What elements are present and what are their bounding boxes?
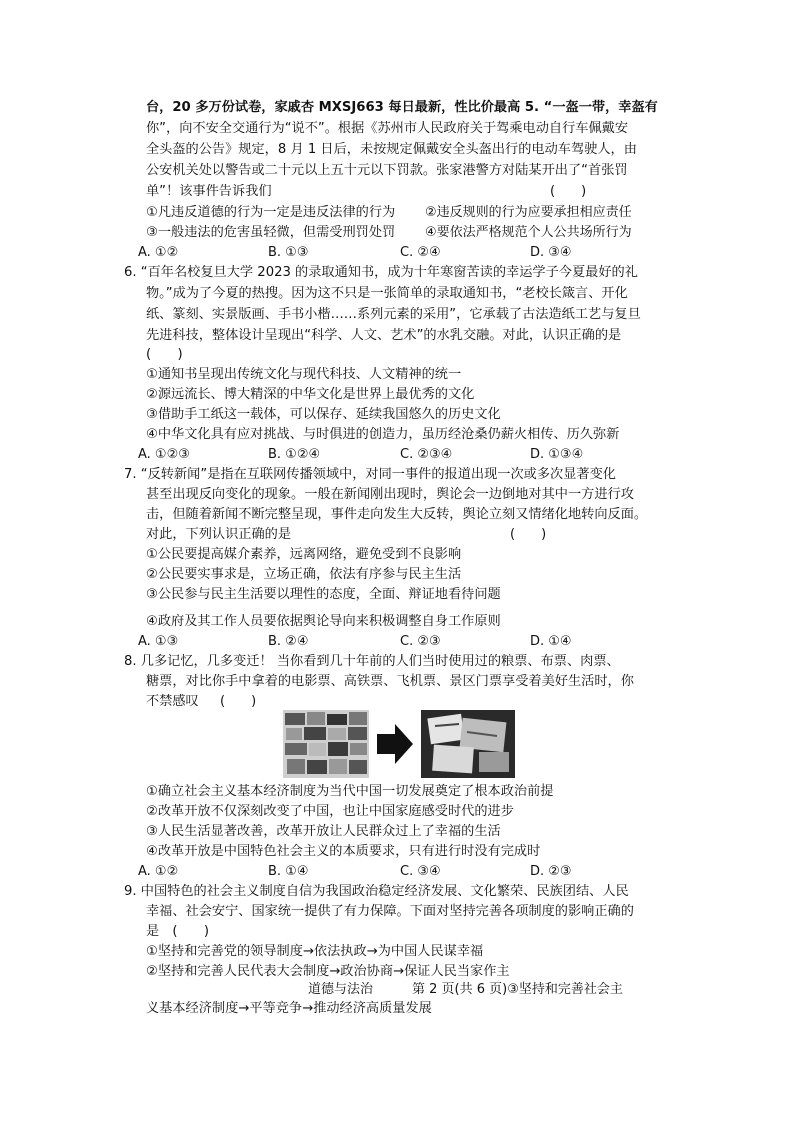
q8-statement-4: ④改革开放是中国特色社会主义的本质要求，只有进行时没有完成时 [146, 844, 541, 859]
q9-line-2: 幸福、社会安宁、国家统一提供了有力保障。下面对坚持完善各项制度的影响正确的 [146, 904, 634, 919]
q8-statement-2: ②改革开放不仅深刻改变了中国，也让中国家庭感受时代的进步 [146, 804, 514, 819]
q6-statement-4: ④中华文化具有应对挑战、与时俱进的创造力，虽历经沧桑仍薪火相传、历久弥新 [146, 427, 620, 442]
q7-option-d[interactable]: D. ①④ [530, 634, 572, 649]
q7-statement-1: ①公民要提高媒介素养，远离网络，避免受到不良影响 [146, 547, 462, 562]
q8-line-2: 糖票，对比你手中拿着的电影票、高铁票、飞机票、景区门票享受着美好生活时，你 [146, 674, 634, 689]
q6-statement-3: ③借助手工纸这一载体，可以保存、延续我国悠久的历史文化 [146, 407, 501, 422]
q8-statement-3: ③人民生活显著改善，改革开放让人民群众过上了幸福的生活 [146, 824, 501, 839]
q5-line-2: 你”，向不安全交通行为“说不”。根据《苏州市人民政府关于驾乘电动自行车佩戴安 [146, 121, 629, 136]
q5-statement-4: ④要依法严格规范个人公共场所行为 [425, 225, 632, 240]
q7-line-1: 7. “反转新闻”是指在互联网传播领域中，对同一事件的报道出现一次或多次显著变化 [124, 467, 616, 482]
q9-statement-1: ①坚持和完善党的领导制度→依法执政→为中国人民谋幸福 [146, 944, 484, 959]
q8-option-d[interactable]: D. ②③ [530, 864, 572, 879]
q5-line-3: 全头盔的公告》规定，8 月 1 日后，未按规定佩戴安全头盔出行的电动车驾驶人，由 [146, 142, 637, 157]
q7-line-3: 击，但随着新闻不断完整呈现，事件走向发生大反转，舆论立刻又情绪化地转向反面。 [146, 507, 648, 522]
q5-option-b[interactable]: B. ①③ [268, 245, 309, 260]
q6-statement-2: ②源远流长、博大精深的中华文化是世界上最优秀的文化 [146, 387, 475, 402]
q7-statement-2: ②公民要实事求是，立场正确，依法有序参与民主生活 [146, 567, 462, 582]
q5-option-d[interactable]: D. ③④ [530, 245, 572, 260]
q5-option-a[interactable]: A. ①② [138, 245, 179, 260]
q9-line-3: 是 ( ) [146, 924, 210, 939]
q6-statement-1: ①通知书呈现出传统文化与现代科技、人文精神的统一 [146, 367, 462, 382]
q6-line-1: 6. “百年名校复旦大学 2023 的录取通知书，成为十年寒窗苦读的幸运学子今夏最好的礼 [124, 265, 638, 280]
q8-illustration [283, 710, 515, 778]
q8-line-3: 不禁感叹 [146, 694, 199, 709]
q8-option-a[interactable]: A. ①② [138, 864, 179, 879]
q8-option-b[interactable]: B. ①④ [268, 864, 309, 879]
q8-answer-paren: ( ) [220, 694, 257, 709]
q6-line-2: 物。”成为了今夏的热搜。因为这不只是一张简单的录取通知书，“老校长箴言、开化 [146, 286, 628, 301]
q6-option-c[interactable]: C. ②③④ [400, 447, 453, 462]
q7-answer-paren: ( ) [510, 527, 547, 542]
ration-coupons-photo [283, 710, 369, 778]
q7-option-b[interactable]: B. ②④ [268, 634, 309, 649]
modern-tickets-photo [421, 710, 515, 778]
q5-statement-1: ①凡违反道德的行为一定是违反法律的行为 [146, 205, 396, 220]
q9-line-1: 9. 中国特色的社会主义制度自信为我国政治稳定经济发展、文化繁荣、民族团结、人民 [124, 884, 629, 899]
page-footer: 道德与法治 第 2 页(共 6 页)③坚持和完善社会主 [308, 982, 623, 997]
q5-line-1: 台，20 多万份试卷，家戚杏 MXSJ663 每日最新，性比价最高 5. “一盔一带，幸盔有 [146, 100, 658, 115]
q7-option-c[interactable]: C. ②③ [400, 634, 441, 649]
q7-line-4: 对此，下列认识正确的是 [146, 527, 292, 542]
q6-option-a[interactable]: A. ①②③ [138, 447, 190, 462]
right-arrow-icon [377, 724, 413, 764]
q8-statement-1: ①确立社会主义基本经济制度为当代中国一切发展奠定了根本政治前提 [146, 784, 554, 799]
q5-line-4: 公安机关处以警告或二十元以上五十元以下罚款。张家港警方对陆某开出了“首张罚 [146, 163, 628, 178]
q5-line-5: 单”！该事件告诉我们 [146, 184, 272, 199]
q6-line-3: 纸、篆刻、实景版画、手书小楷……系列元素的采用”，它承载了古法造纸工艺与复旦 [146, 307, 641, 322]
q8-line-1: 8. 几多记忆，几多变迁！ 当你看到几十年前的人们当时使用过的粮票、布票、肉票、 [124, 654, 620, 669]
q6-line-4: 先进科技，整体设计呈现出“科学、人文、艺术”的水乳交融。对此，认识正确的是 [146, 328, 622, 343]
q7-line-2: 甚至出现反向变化的现象。一般在新闻刚出现时，舆论会一边倒地对其中一方进行攻 [146, 487, 634, 502]
q9-statement-3-tail: 义基本经济制度→平等竞争→推动经济高质量发展 [146, 1001, 432, 1016]
q8-option-c[interactable]: C. ③④ [400, 864, 441, 879]
q6-option-d[interactable]: D. ①③④ [530, 447, 584, 462]
q6-option-b[interactable]: B. ①②④ [268, 447, 321, 462]
q6-answer-paren: ( ) [146, 347, 183, 362]
q7-statement-3: ③公民参与民主生活要以理性的态度，全面、辩证地看待问题 [146, 587, 501, 602]
q5-answer-paren: ( ) [550, 184, 587, 199]
q7-statement-4: ④政府及其工作人员要依据舆论导向来积极调整自身工作原则 [146, 614, 501, 629]
q7-option-a[interactable]: A. ①③ [138, 634, 179, 649]
q5-option-c[interactable]: C. ②④ [400, 245, 441, 260]
q5-statement-2: ②违反规则的行为应要承担相应责任 [425, 205, 632, 220]
q5-statement-3: ③一般违法的危害虽轻微，但需受刑罚处罚 [146, 225, 396, 240]
q9-statement-2: ②坚持和完善人民代表大会制度→政治协商→保证人民当家作主 [146, 964, 510, 979]
